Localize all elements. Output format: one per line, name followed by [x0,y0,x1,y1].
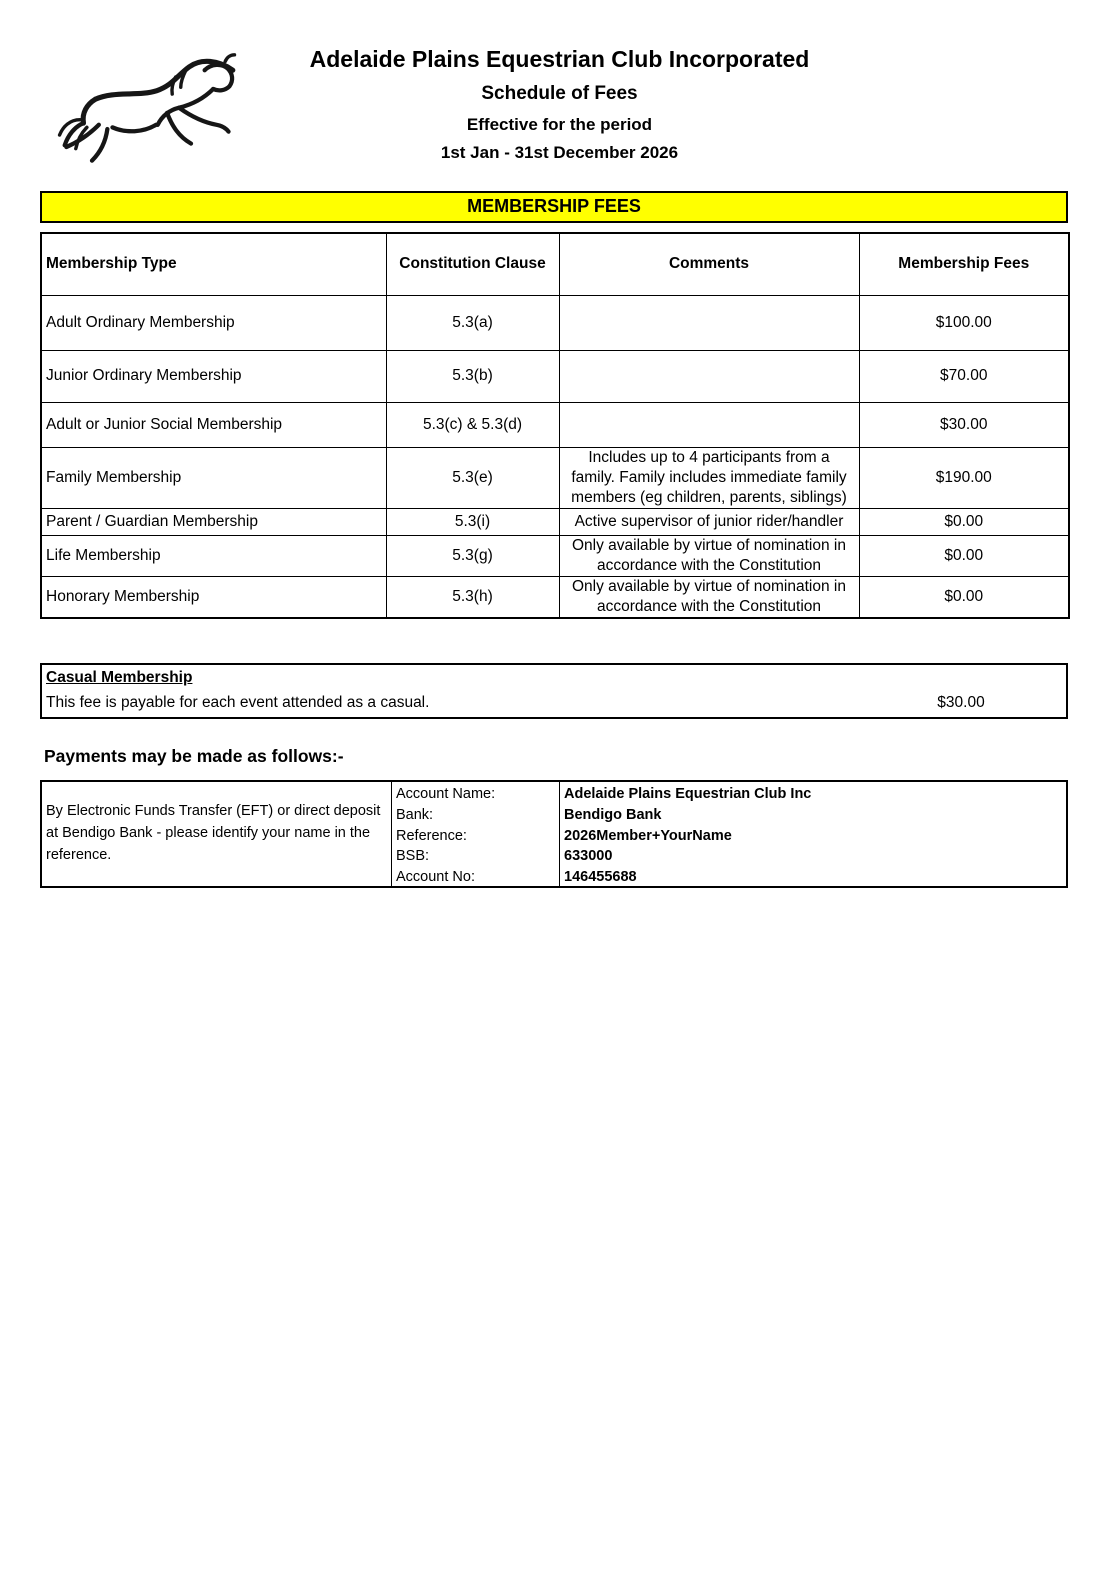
payment-value-reference: 2026Member+YourName [564,827,732,844]
fee-cell: $0.00 [859,535,1069,576]
payments-heading: Payments may be made as follows:- [44,746,344,766]
membership-type-cell: Junior Ordinary Membership [41,350,386,402]
membership-type-cell: Family Membership [41,447,386,508]
fee-cell: $190.00 [859,447,1069,508]
comments-cell [559,295,859,350]
table-row [41,447,1069,508]
casual-membership-title: Casual Membership [46,669,193,686]
fee-cell: $30.00 [859,402,1069,447]
membership-type-cell: Honorary Membership [41,577,386,619]
payment-value-account-no: 146455688 [564,869,637,886]
fee-cell: $100.00 [859,295,1069,350]
payment-label-bsb: BSB: [396,848,430,865]
payment-label-bank: Bank: [396,806,434,823]
table-header-row [41,233,1069,295]
payment-method-cell: By Electronic Funds Transfer (EFT) or direct deposit at Bendigo Bank - please identify your name in the reference. [42,782,392,886]
casual-membership-fee: $30.00 [937,694,985,711]
casual-membership-row [46,694,1062,712]
fee-cell: $70.00 [859,350,1069,402]
comments-cell: Only available by virtue of nomination in accordance with the Constitution [559,577,859,619]
clause-cell: 5.3(c) & 5.3(d) [386,402,559,447]
membership-type-cell: Adult Ordinary Membership [41,295,386,350]
payment-label-reference: Reference: [396,827,467,844]
table-row [41,577,1069,619]
payment-value-bank: Bendigo Bank [564,806,662,823]
casual-membership-description: This fee is payable for each event attended as a casual. [46,694,430,711]
payment-values-column [560,782,1066,886]
clause-cell: 5.3(i) [386,508,559,535]
col-membership-type: Membership Type [41,233,386,295]
table-row [41,350,1069,402]
table-row [41,295,1069,350]
payment-label-account-name: Account Name: [396,786,496,802]
table-row [41,508,1069,535]
fee-cell: $0.00 [859,577,1069,619]
clause-cell: 5.3(g) [386,535,559,576]
col-comments: Comments [559,233,859,295]
payment-labels-column [392,782,560,886]
table-row [41,402,1069,447]
casual-membership-box [40,663,1068,719]
membership-type-cell: Adult or Junior Social Membership [41,402,386,447]
membership-type-cell: Life Membership [41,535,386,576]
clause-cell: 5.3(e) [386,447,559,508]
clause-cell: 5.3(h) [386,577,559,619]
fee-cell: $0.00 [859,508,1069,535]
col-constitution-clause: Constitution Clause [386,233,559,295]
comments-cell [559,350,859,402]
page-title: Adelaide Plains Equestrian Club Incorporated [309,46,810,72]
clause-cell: 5.3(a) [386,295,559,350]
document-header [0,46,1119,171]
payments-table [40,780,1068,888]
comments-cell: Active supervisor of junior rider/handler [559,508,859,535]
membership-type-cell: Parent / Guardian Membership [41,508,386,535]
comments-cell: Only available by virtue of nomination in accordance with the Constitution [559,535,859,576]
payment-value-account-name: Adelaide Plains Equestrian Club Inc [564,786,812,802]
clause-cell: 5.3(b) [386,350,559,402]
effective-period-value: 1st Jan - 31st December 2026 [440,143,679,162]
col-membership-fees: Membership Fees [859,233,1069,295]
page-subtitle: Schedule of Fees [481,83,638,104]
table-row [41,535,1069,576]
payment-label-account-no: Account No: [396,869,475,886]
comments-cell: Includes up to 4 participants from a family. Family includes immediate family members (eg children, parents, siblings) [559,447,859,508]
effective-period-label: Effective for the period [466,115,653,134]
membership-fees-banner: MEMBERSHIP FEES [40,191,1068,223]
membership-fees-table [40,232,1070,619]
payment-value-bsb: 633000 [564,848,613,865]
comments-cell [559,402,859,447]
